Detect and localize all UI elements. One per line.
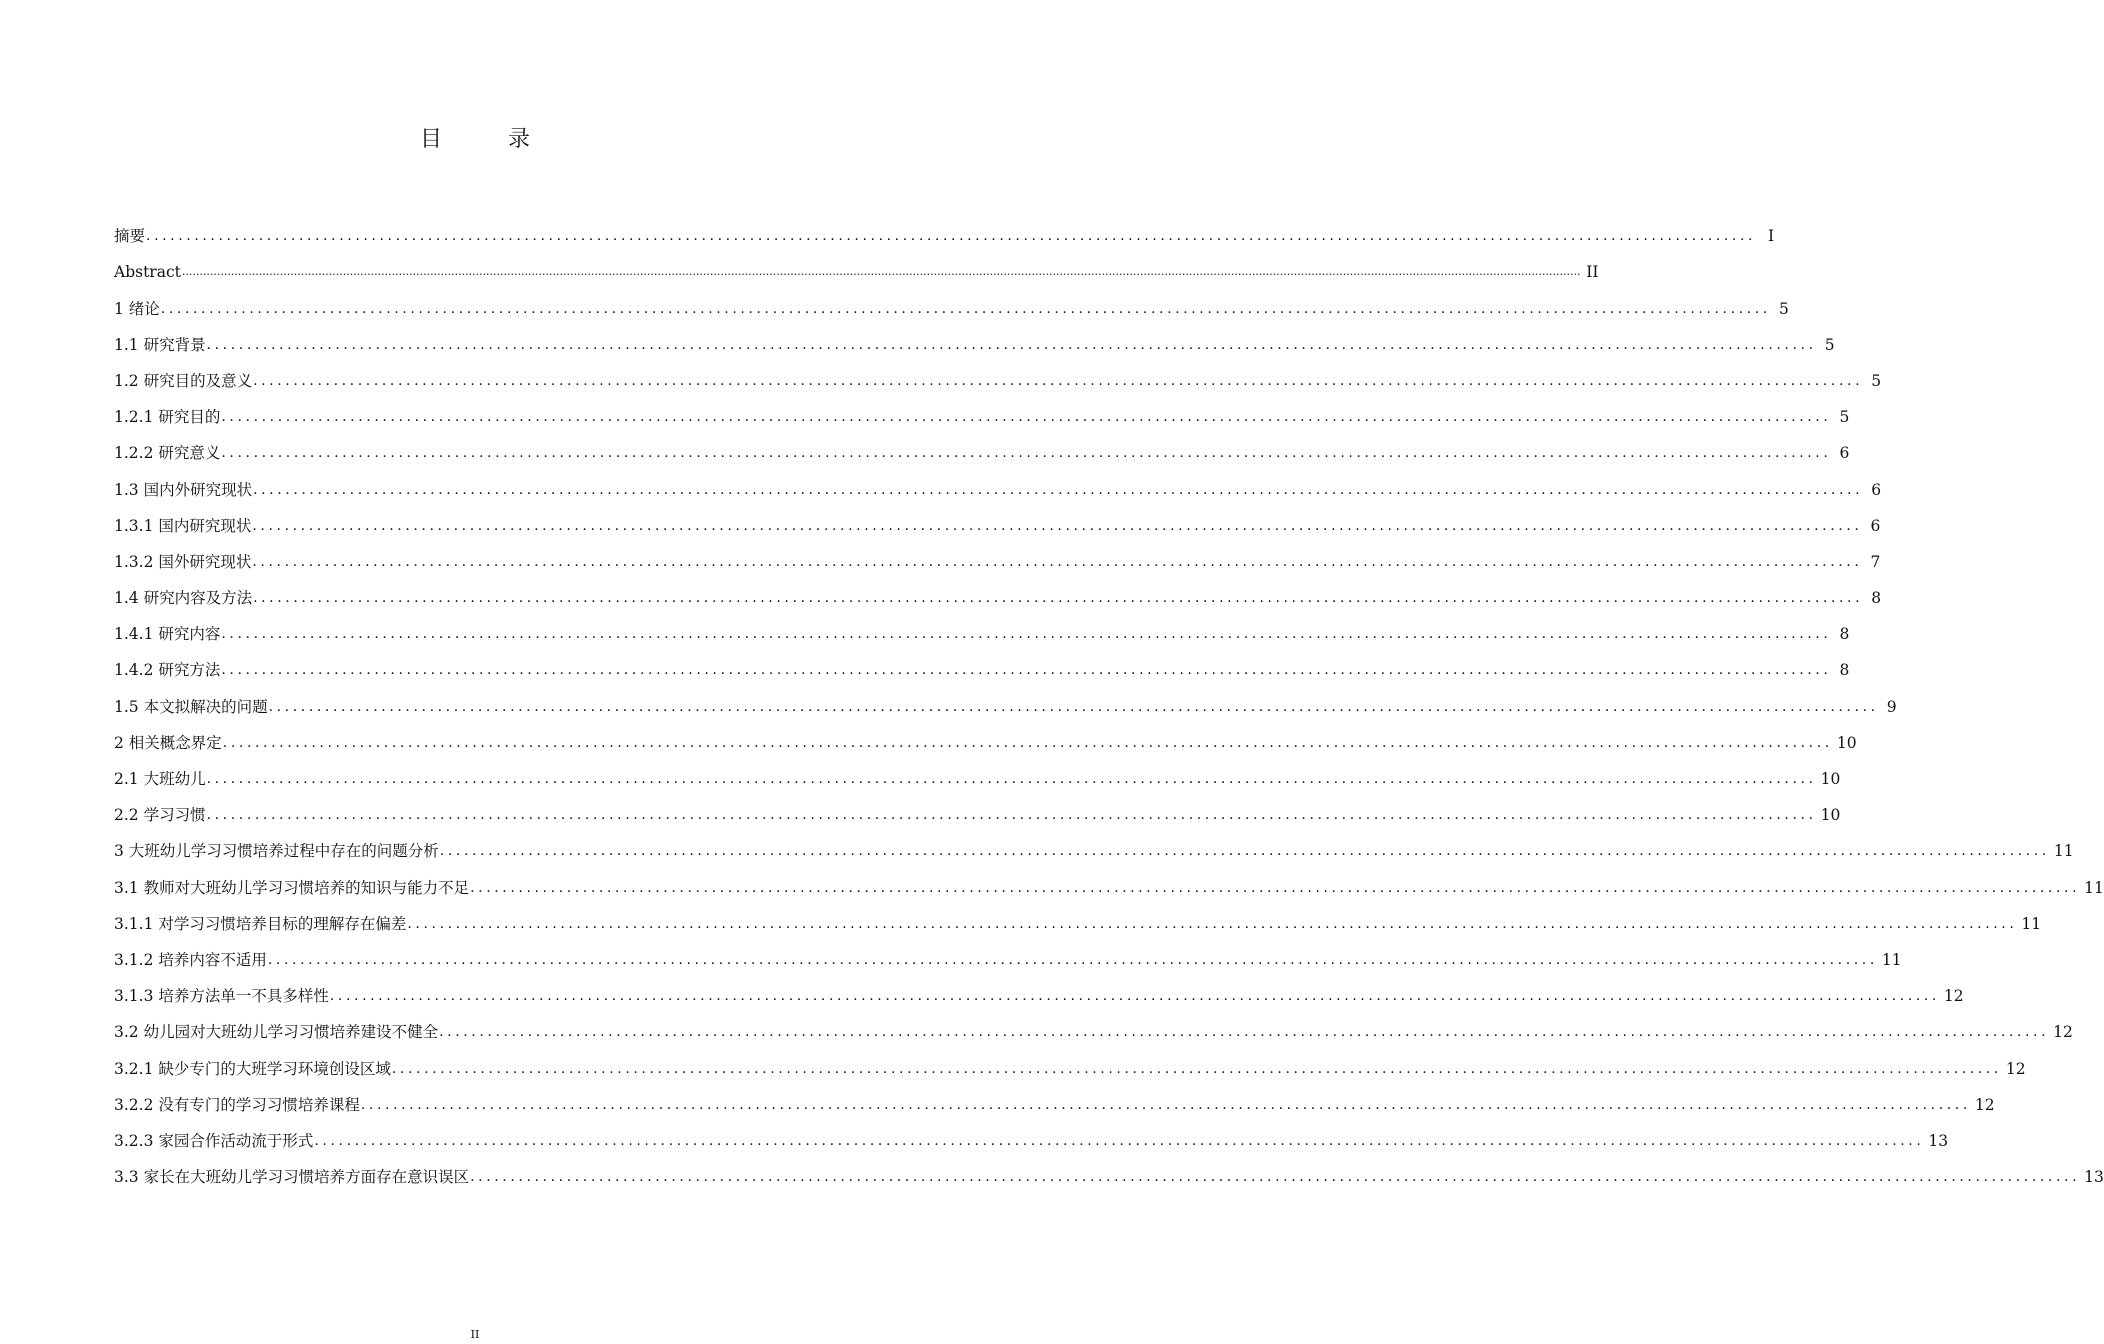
- toc-entry[interactable]: [114, 500, 1881, 536]
- toc-title: 目 录: [419, 127, 552, 152]
- toc-entry-page: 13: [1928, 1131, 1949, 1150]
- toc-entry-label: 1.5 本文拟解决的问题: [114, 697, 268, 716]
- toc-entry-label: 3 大班幼儿学习习惯培养过程中存在的问题分析: [114, 842, 439, 861]
- toc-leader-dots: ........................................................................................................................................................................................................: [252, 517, 1863, 534]
- toc-entry[interactable]: [114, 210, 1775, 246]
- toc-entry-label: 3.1.2 培养内容不适用: [114, 950, 267, 969]
- toc-leader-dots: ........................................................................................................................................................................................................: [252, 553, 1863, 570]
- toc-leader-dots: ........................................................................................................................................................................................................: [253, 372, 1864, 389]
- toc-entry-page: 11: [2021, 914, 2042, 933]
- toc-entry[interactable]: [114, 1079, 1995, 1115]
- toc-leader-dots: ........................................................................................................................................................................................................: [206, 771, 1817, 787]
- toc-entry-label: 1.2.1 研究目的: [114, 408, 221, 427]
- toc-entry-label: 3.1.3 培养方法单一不具多样性: [114, 987, 329, 1006]
- toc-leader-dots: ........................................................................................................................................................................................................: [221, 662, 1832, 679]
- toc-entry-label: 1.2.2 研究意义: [114, 444, 221, 463]
- toc-entry-page: 12: [1974, 1095, 1995, 1114]
- toc-leader-dots: ........................................................................................................................................................................................................: [439, 843, 2050, 860]
- toc-entry-label: Abstract: [114, 263, 181, 282]
- toc-leader-dots: ........................................................................................................................................................................................................: [360, 1096, 1971, 1113]
- toc-entry-label: 1.4 研究内容及方法: [114, 589, 253, 608]
- toc-leader-dots: ........................................................................................................................................................................................................: [470, 1169, 2081, 1186]
- toc-entry[interactable]: [114, 789, 1841, 825]
- toc-entry[interactable]: [114, 1006, 2073, 1042]
- toc-entry-label: 2.1 大班幼儿: [114, 770, 206, 788]
- toc-entry-page: 8: [1871, 589, 1882, 608]
- toc-entry-page: 6: [1839, 444, 1850, 463]
- toc-entry-page: 12: [2005, 1059, 2026, 1078]
- toc-entry-page: 10: [1820, 806, 1841, 825]
- toc-leader-dots: ........................................................................................................................................................................................................: [160, 300, 1771, 317]
- toc-entry-label: 1.3.1 国内研究现状: [114, 516, 252, 535]
- toc-entry-page: 7: [1870, 552, 1881, 571]
- toc-entry-page: I: [1767, 227, 1775, 246]
- toc-entry[interactable]: [114, 246, 1599, 282]
- toc-entry[interactable]: [114, 825, 2074, 861]
- toc-leader-dots: ........................................................................................................................................................................................................: [470, 879, 2081, 896]
- toc-entry-label: 3.1.1 对学习习惯培养目标的理解存在偏差: [114, 914, 407, 933]
- toc-entry-page: 11: [1881, 950, 1902, 969]
- toc-entry-page: 10: [1820, 770, 1841, 788]
- toc-leader-dots: ........................................................................................................................................................................................................: [222, 734, 1833, 751]
- toc-entry[interactable]: [114, 355, 1882, 391]
- toc-entry[interactable]: [114, 572, 1882, 608]
- toc-entry-label: 1.4.2 研究方法: [114, 661, 221, 680]
- toc-leader-dots: ........................................................................................................................................................................................................: [206, 807, 1817, 824]
- toc-entry-label: 1.3 国内外研究现状: [114, 480, 253, 499]
- toc-leader-dots: ................................................................................................................................................................................................................................................................................................................................................................................................................: [181, 265, 1581, 279]
- toc-entry-page: 11: [2053, 842, 2074, 861]
- toc-entry-page: 11: [2084, 878, 2104, 897]
- toc-leader-dots: ........................................................................................................................................................................................................: [221, 626, 1832, 643]
- toc-leader-dots: ........................................................................................................................................................................................................: [314, 1132, 1925, 1149]
- toc-entry[interactable]: [114, 753, 1841, 789]
- toc-leader-dots: ........................................................................................................................................................................................................: [391, 1060, 2002, 1077]
- toc-entry[interactable]: [114, 391, 1850, 427]
- toc-entry-label: 3.3 家长在大班幼儿学习习惯培养方面存在意识误区: [114, 1168, 470, 1187]
- toc-leader-dots: ........................................................................................................................................................................................................: [439, 1024, 2050, 1041]
- toc-leader-dots: ........................................................................................................................................................................................................: [221, 409, 1832, 426]
- toc-entry-page: 6: [1870, 516, 1881, 535]
- toc-entry[interactable]: [114, 1151, 2104, 1187]
- table-of-contents: [114, 210, 2104, 1187]
- toc-entry-page: 10: [1836, 733, 1857, 752]
- toc-entry-label: 1.2 研究目的及意义: [114, 371, 253, 390]
- toc-entry[interactable]: [114, 644, 1850, 680]
- toc-entry-label: 3.2.1 缺少专门的大班学习环境创设区域: [114, 1059, 391, 1078]
- toc-leader-dots: ........................................................................................................................................................................................................: [329, 988, 1940, 1005]
- toc-entry[interactable]: [114, 427, 1850, 463]
- toc-entry-page: 8: [1839, 625, 1850, 644]
- toc-entry[interactable]: [114, 717, 1857, 753]
- toc-entry[interactable]: [114, 680, 1897, 716]
- toc-entry-label: 1.1 研究背景: [114, 335, 206, 354]
- toc-entry[interactable]: [114, 934, 1902, 970]
- toc-leader-dots: ........................................................................................................................................................................................................: [253, 481, 1864, 498]
- toc-entry-page: 5: [1824, 335, 1835, 354]
- toc-entry-label: 2 相关概念界定: [114, 733, 222, 752]
- toc-leader-dots: ........................................................................................................................................................................................................: [268, 698, 1879, 715]
- toc-entry-page: 13: [2084, 1168, 2104, 1187]
- toc-entry-page: 12: [2053, 1023, 2073, 1042]
- toc-entry-label: 2.2 学习习惯: [114, 806, 206, 825]
- toc-leader-dots: ........................................................................................................................................................................................................: [253, 590, 1864, 607]
- toc-entry-page: 12: [1943, 987, 1964, 1006]
- toc-entry[interactable]: [114, 1042, 2026, 1078]
- toc-entry[interactable]: [114, 536, 1881, 572]
- toc-entry[interactable]: [114, 861, 2104, 897]
- toc-entry-label: 1 绪论: [114, 299, 160, 318]
- toc-leader-dots: ........................................................................................................................................................................................................: [221, 445, 1832, 462]
- toc-entry-page: 5: [1839, 408, 1850, 427]
- page-number: II: [470, 1328, 480, 1341]
- toc-entry-label: 1.3.2 国外研究现状: [114, 552, 252, 571]
- toc-entry-label: 3.1 教师对大班幼儿学习习惯培养的知识与能力不足: [114, 878, 470, 897]
- toc-entry-label: 3.2.2 没有专门的学习习惯培养课程: [114, 1095, 360, 1114]
- toc-entry-page: 8: [1839, 661, 1850, 680]
- toc-entry-label: 3.2 幼儿园对大班幼儿学习习惯培养建设不健全: [114, 1023, 439, 1042]
- toc-entry-label: 摘要: [114, 227, 146, 246]
- toc-entry-page: II: [1586, 263, 1599, 282]
- toc-leader-dots: ........................................................................................................................................................................................................: [146, 228, 1757, 245]
- toc-entry[interactable]: [114, 282, 1789, 318]
- toc-entry-page: 5: [1778, 299, 1789, 318]
- toc-leader-dots: ........................................................................................................................................................................................................: [206, 336, 1817, 353]
- toc-entry-page: 9: [1886, 697, 1897, 716]
- toc-entry-label: 1.4.1 研究内容: [114, 625, 221, 644]
- toc-entry[interactable]: [114, 608, 1850, 644]
- toc-entry[interactable]: [114, 319, 1835, 355]
- toc-entry[interactable]: [114, 1115, 1949, 1151]
- toc-entry[interactable]: [114, 463, 1882, 499]
- toc-leader-dots: ........................................................................................................................................................................................................: [407, 915, 2018, 932]
- toc-entry-label: 3.2.3 家园合作活动流于形式: [114, 1131, 314, 1150]
- toc-entry-page: 6: [1871, 480, 1882, 499]
- toc-entry-page: 5: [1871, 371, 1882, 390]
- toc-leader-dots: ........................................................................................................................................................................................................: [267, 951, 1878, 968]
- toc-entry[interactable]: [114, 970, 1964, 1006]
- toc-entry[interactable]: [114, 898, 2042, 934]
